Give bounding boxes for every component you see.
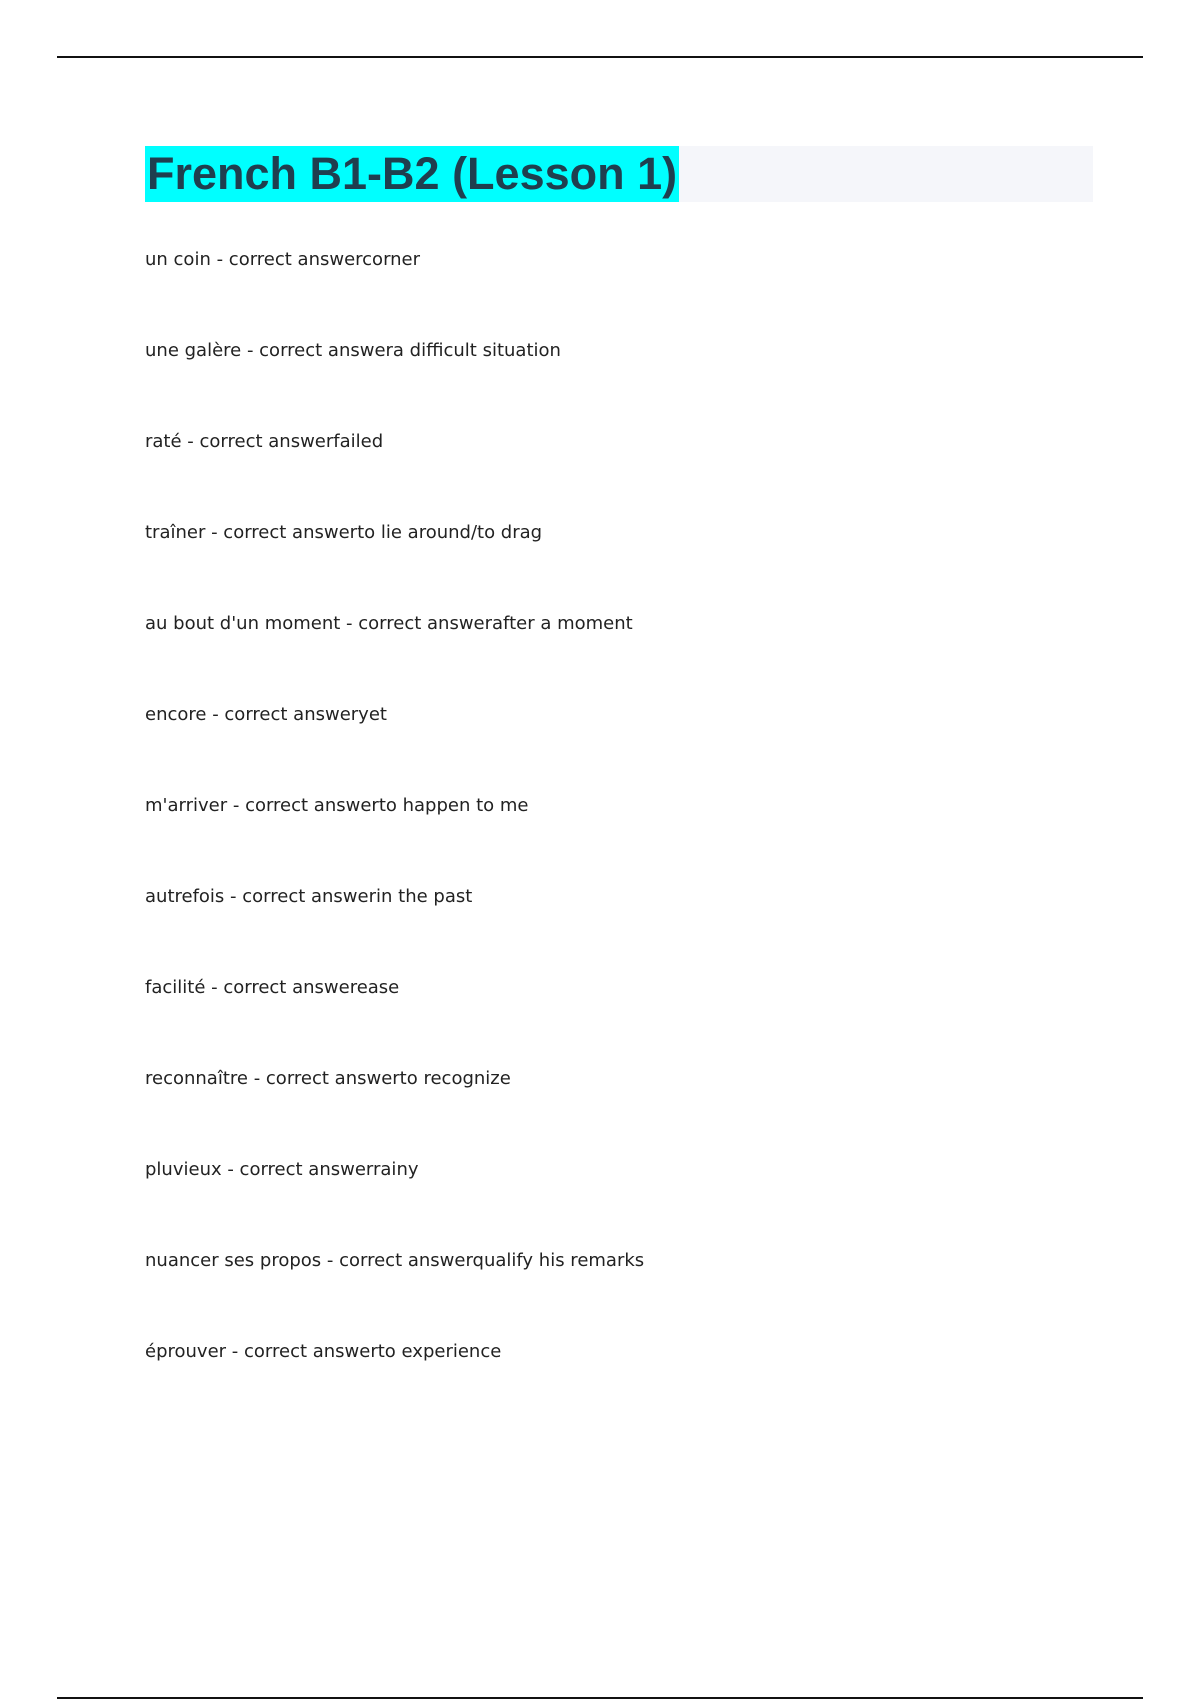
vocabulary-entry: un coin - correct answercorner — [145, 249, 421, 270]
vocabulary-entry: raté - correct answerfailed — [145, 431, 384, 452]
vocabulary-entry: pluvieux - correct answerrainy — [145, 1159, 419, 1180]
vocabulary-entry: au bout d'un moment - correct answerafter a moment — [145, 613, 633, 634]
vocabulary-entry: encore - correct answeryet — [145, 704, 387, 725]
vocabulary-entry: une galère - correct answera difficult situation — [145, 340, 561, 361]
vocabulary-entry: autrefois - correct answerin the past — [145, 886, 473, 907]
vocabulary-entry: reconnaître - correct answerto recognize — [145, 1068, 511, 1089]
document-title: French B1-B2 (Lesson 1) — [145, 146, 679, 202]
vocabulary-entry: traîner - correct answerto lie around/to drag — [145, 522, 543, 543]
footer-rule — [57, 1697, 1143, 1699]
vocabulary-entry: nuancer ses propos - correct answerqualify his remarks — [145, 1250, 645, 1271]
vocabulary-entry: facilité - correct answerease — [145, 977, 400, 998]
vocabulary-entry: m'arriver - correct answerto happen to me — [145, 795, 529, 816]
vocabulary-list — [145, 247, 644, 1430]
header-rule — [57, 56, 1143, 58]
vocabulary-entry: éprouver - correct answerto experience — [145, 1341, 502, 1362]
